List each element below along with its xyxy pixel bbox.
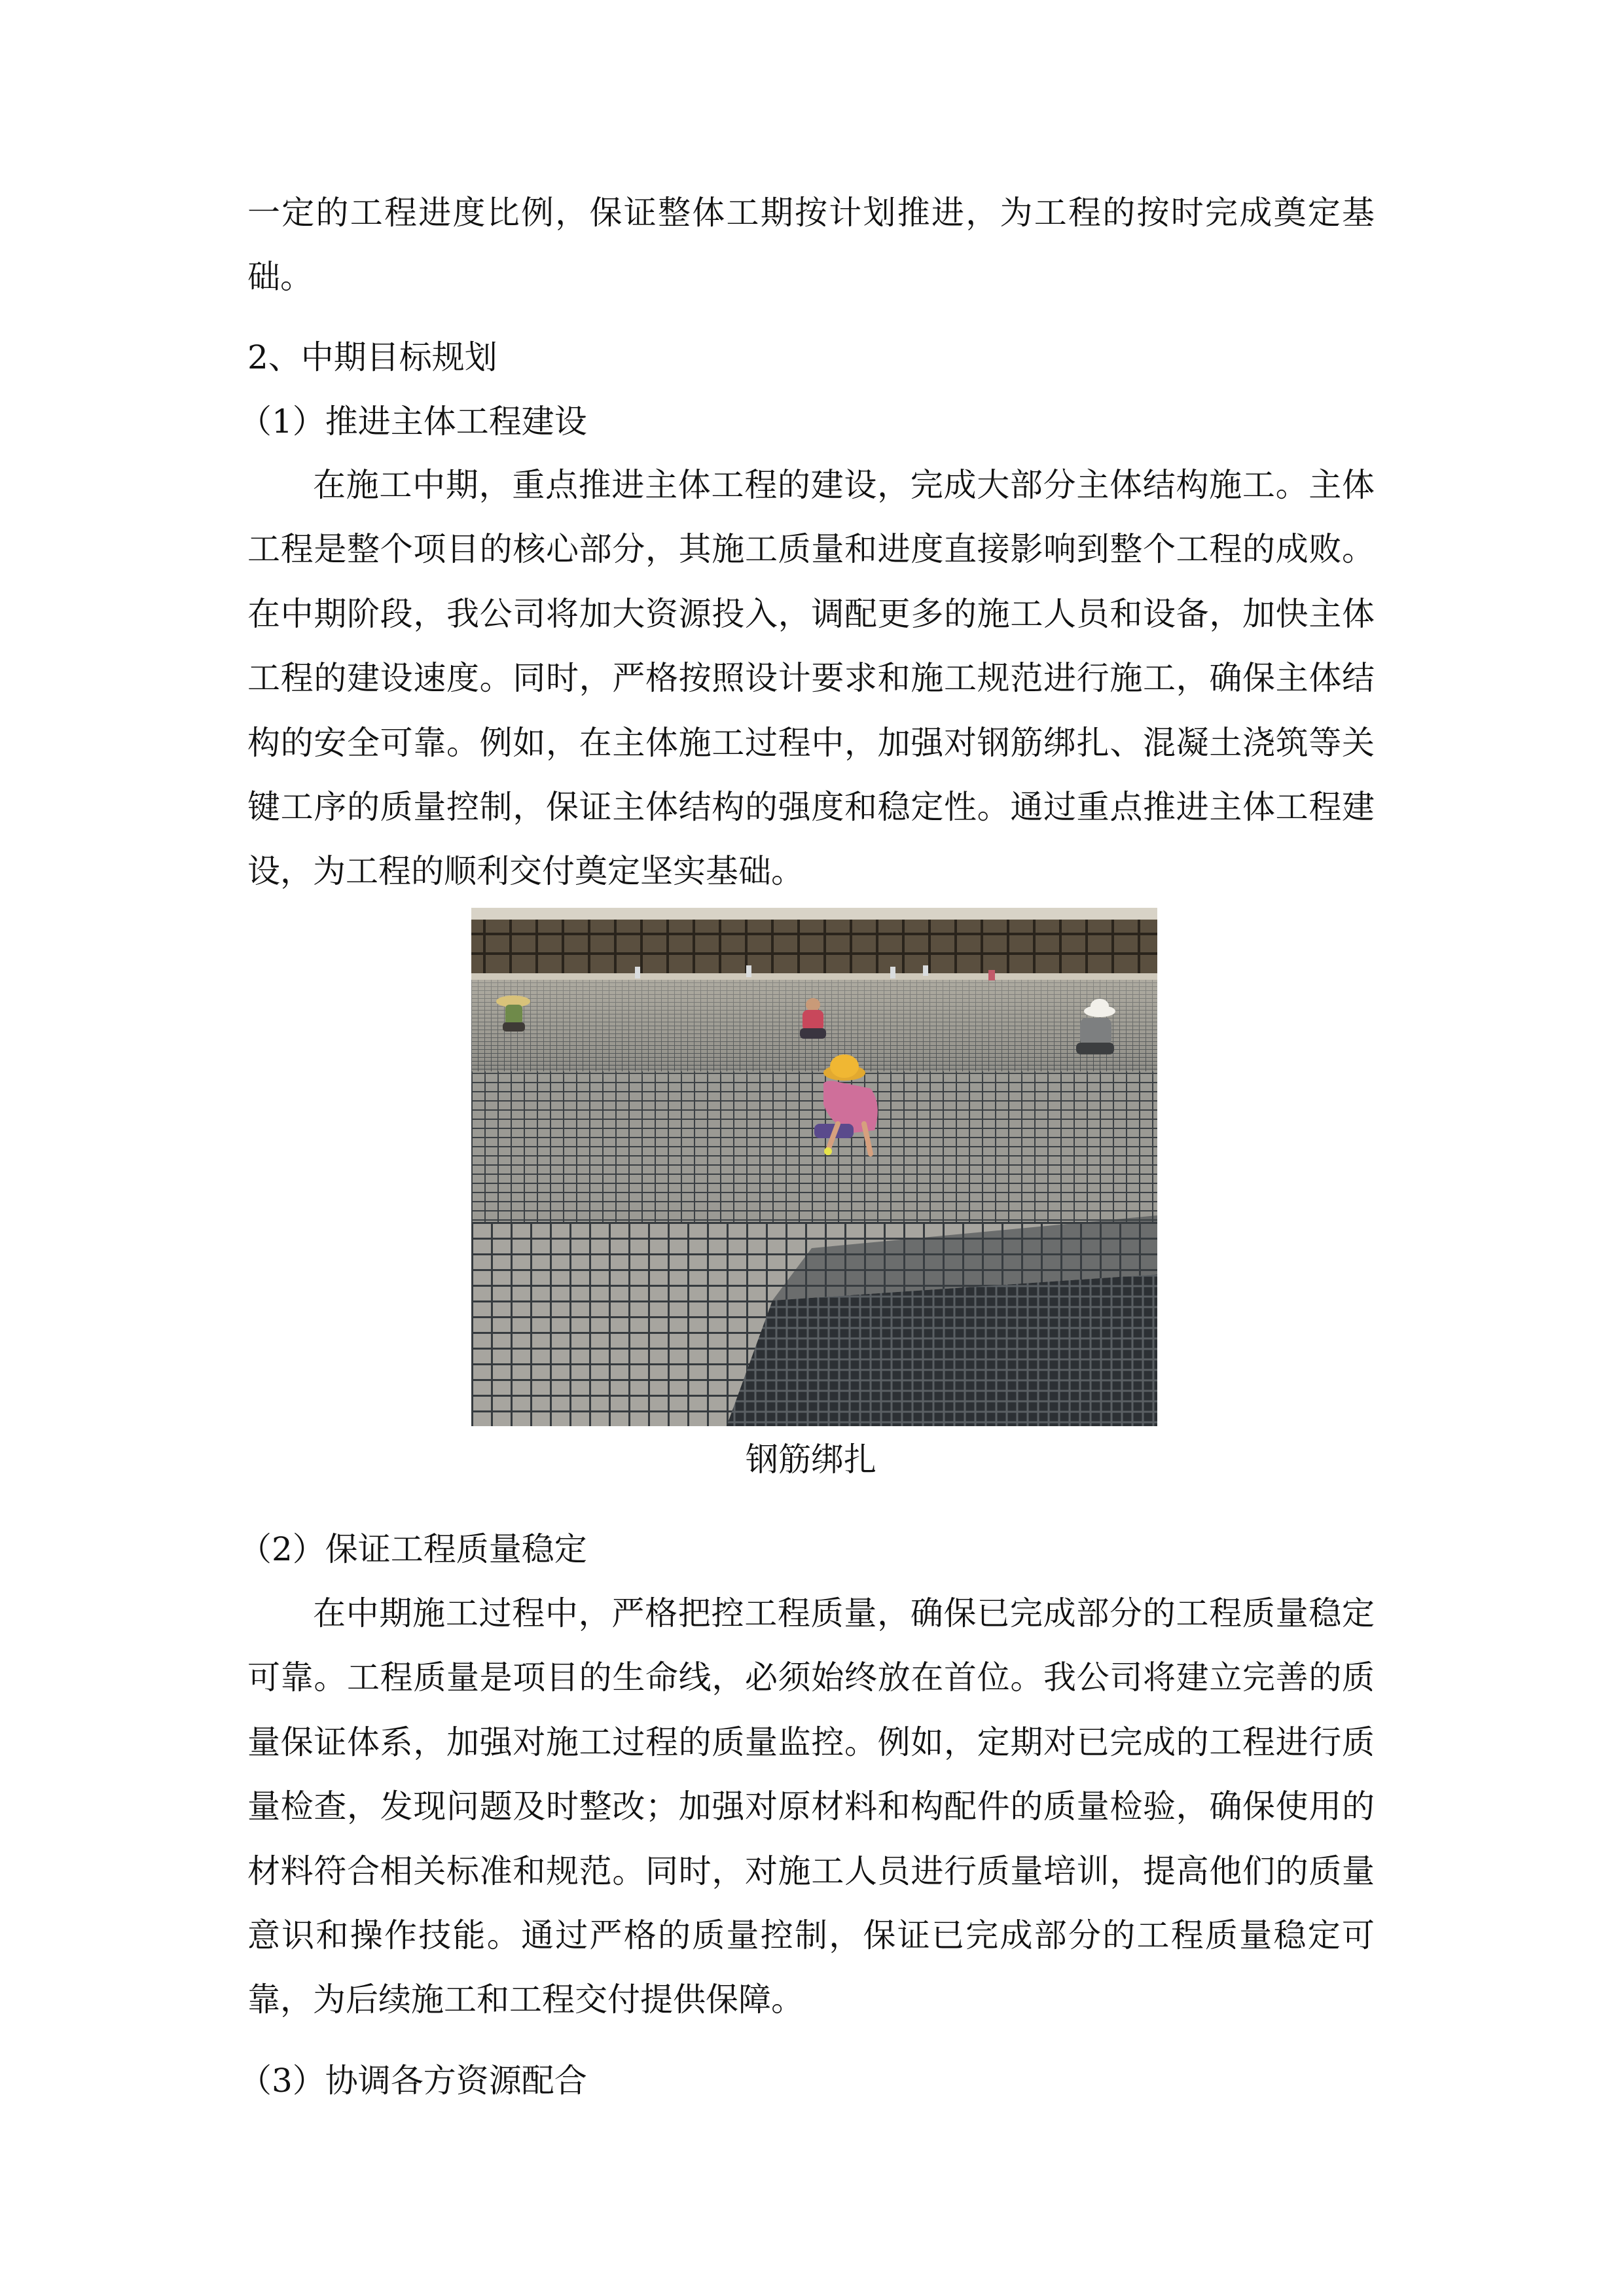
rebar-tying-photo bbox=[471, 908, 1157, 1426]
section-heading: 2、中期目标规划 bbox=[247, 338, 497, 376]
subsection-2-body-wrap bbox=[247, 1581, 1375, 2032]
subsection-2-body: 在中期施工过程中，严格把控工程质量，确保已完成部分的工程质量稳定可靠。工程质量是项目的生命线，必须始终放在首位。我公司将建立完善的质量保证体系，加强对施工过程的质量监控。例如，定期对已完成的工程进行质量检查，发现问题及时整改；加强对原材料和构配件的质量检验，确保使用的材料符合相关标准和规范。同时，对施工人员进行质量培训，提高他们的质量意识和操作技能。通过严格的质量控制，保证已完成部分的工程质量稳定可靠，为后续施工和工程交付提供保障。 bbox=[247, 1594, 1375, 2019]
continuation-paragraph-wrap bbox=[247, 181, 1375, 310]
subsection-2-heading-wrap bbox=[239, 1517, 1366, 1581]
subsection-1-heading-wrap bbox=[239, 389, 1366, 454]
subsection-1-body: 在施工中期，重点推进主体工程的建设，完成大部分主体结构施工。主体工程是整个项目的核心部分，其施工质量和进度直接影响到整个工程的成败。在中期阶段，我公司将加大资源投入，调配更多的施工人员和设备，加快主体工程的建设速度。同时，严格按照设计要求和施工规范进行施工，确保主体结构的安全可靠。例如，在主体施工过程中，加强对钢筋绑扎、混凝土浇筑等关键工序的质量控制，保证主体结构的强度和稳定性。通过重点推进主体工程建设，为工程的顺利交付奠定坚实基础。 bbox=[247, 466, 1375, 891]
continuation-paragraph: 一定的工程进度比例，保证整体工期按计划推进，为工程的按时完成奠定基础。 bbox=[247, 194, 1375, 296]
subsection-1-body-wrap bbox=[247, 453, 1375, 904]
section-heading-wrap bbox=[247, 325, 1375, 389]
subsection-1-heading: （1）推进主体工程建设 bbox=[239, 403, 587, 440]
figure-caption: 钢筋绑扎 bbox=[746, 1441, 876, 1479]
subsection-3-heading: （3）协调各方资源配合 bbox=[239, 2062, 587, 2100]
subsection-2-heading: （2）保证工程质量稳定 bbox=[239, 1530, 587, 1568]
subsection-3-heading-wrap bbox=[239, 2049, 1366, 2113]
